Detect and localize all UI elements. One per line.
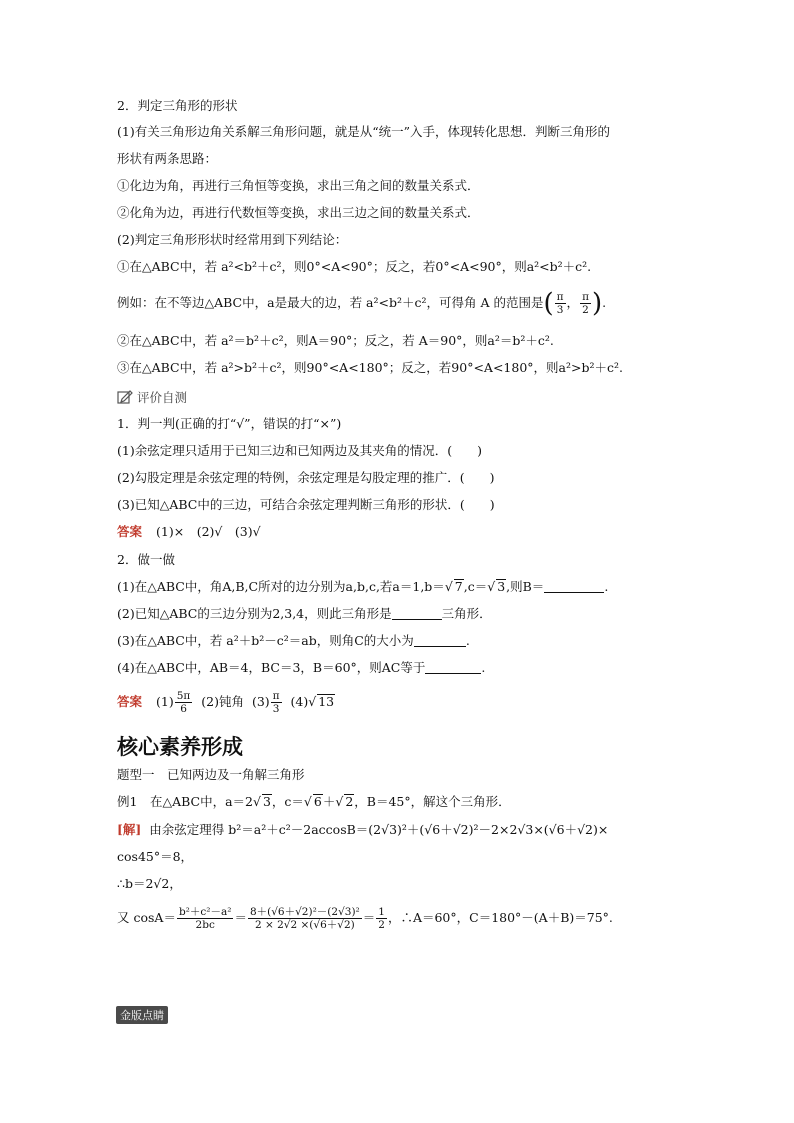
denominator: 3 [556,304,564,316]
numerator: π [556,291,564,303]
sqrt-sign [445,579,453,594]
answer-blank[interactable] [544,580,604,593]
denominator: 6 [180,703,187,715]
answer-text: (1)× (2)√ (3)√ [156,524,261,539]
conclusion-1: ①在△ABC中，若 a²<b²＋c²，则0°<A<90°；反之，若0°<A<90°，则a²<b²＋c². [117,259,592,274]
denominator: 2 × 2√2 ×(√6＋√2) [254,919,355,931]
answer-label: 答案 [117,694,143,709]
numerator: 8＋(√6＋√2)²－(2√3)² [249,906,360,918]
numerator: π [582,291,589,303]
text: ，∴A＝60°，C＝180°－(A＋B)＝75°. [387,910,613,925]
sqrt-sign [253,794,261,809]
text: (2)钝角 [201,694,244,709]
answer-blank[interactable] [392,607,442,620]
denominator: 3 [272,703,280,715]
answer-label: 答案 [117,524,143,539]
text: (1) [156,694,174,709]
radicand: 3 [497,579,506,594]
question-item: (3)已知△ABC中的三边，可结合余弦定理判断三角形的形状．( ) [117,497,495,512]
question-item: (1)余弦定理只适用于已知三边和已知两边及其夹角的情况．( ) [117,443,482,458]
sqrt-sign [335,794,343,809]
fraction [271,690,282,715]
pen-icon [117,389,133,405]
example-line: 例如：在不等边△ABC中，a是最大的边，若 a²<b²＋c²，可得角 A 的范围是( $\frac{\pi}{3}$ ， $\frac{\pi}{2}$ ). [117,288,607,319]
text: (2)已知△ABC的三边分别为2,3,4，则此三角形是 [117,606,392,621]
denominator: 2 [378,919,385,931]
text: 由余弦定理得 b²＝a²＋c²－2accosB＝(2√3)²＋(√6＋√2)²－2×2√3×(√6＋√2)× [149,822,609,837]
solution-label: [解] [117,822,142,837]
text: 三角形． [441,606,492,621]
answer-line [117,524,261,540]
numerator: 1 [378,906,385,918]
text: (4) [290,694,309,709]
answer-blank[interactable] [414,634,466,647]
fraction [580,291,591,316]
text: . [604,579,609,594]
fraction [376,906,387,931]
text: . [465,633,470,648]
text: (3) [251,694,270,709]
text: (4)在△ABC中，AB＝4，BC＝3，B＝60°，则AC等于 [117,660,426,675]
denominator: 2bc [195,919,215,931]
problem-type: 题型一 已知两边及一角解三角形 [117,767,305,782]
example-text: 例如：在不等边△ABC中，a是最大的边，若 a²<b²＋c²，可得角 A 的范围是 [117,295,544,310]
answer-line [117,690,335,715]
question-item [117,579,608,595]
solution-line [117,822,608,838]
text: (1)在△ABC中，角A,B,C所对的边分别为a,b,c,若a＝1,b＝ [117,579,445,594]
paren-open: ( [543,288,554,319]
fraction [175,690,193,715]
sqrt-sign [487,579,495,594]
text: (3)在△ABC中，若 a²＋b²－c²＝ab，则角C的大小为 [117,633,414,648]
question-item [117,660,485,676]
solution-line: ∴b＝2√2， [117,876,182,891]
radicand: 3 [262,794,271,809]
conclusion-2: ②在△ABC中，若 a²＝b²＋c²，则A＝90°；反之，若 A＝90°，则a²＝b²＋c². [117,333,554,348]
paragraph: ②化角为边，再进行代数恒等变换，求出三边之间的数量关系式． [117,205,480,220]
section-heading: 核心素养形成 [117,735,243,759]
solution-line: 又 cosA＝ $\frac{\text{b²＋c²－a²}}{2bc}$ ＝ $\frac{\text{8＋(√6＋√2)²－(2√3)²}}{2 \times 2√2 \times(√6+√2)}$ ＝ $\frac{1}{2}$ ，∴A＝60°，C＝180°－(A＋B)＝75°. [117,906,613,931]
radicand: 7 [454,579,463,594]
question-item [117,633,470,649]
question-item: (2)勾股定理是余弦定理的特例，余弦定理是勾股定理的推广．( ) [117,470,495,485]
text: ＋ [322,794,336,809]
paragraph: 形状有两条思路： [117,151,218,166]
paragraph: (1)有关三角形边角关系解三角形问题，就是从“统一”入手，体现转化思想．判断三角形的 [117,124,610,139]
paren-close: ) [591,288,603,319]
text: . [481,660,486,675]
radicand: 2 [345,794,354,809]
tip-badge: 金版点睛 [116,1006,168,1024]
answer-blank[interactable] [425,661,481,674]
question-item [117,606,492,622]
sqrt-sign [304,794,312,809]
radicand: 13 [318,694,335,709]
paragraph: ①化边为角，再进行三角恒等变换，求出三角之间的数量关系式． [117,178,480,193]
numerator: π [272,690,280,702]
section-title: 2．判定三角形的形状 [117,98,238,113]
text: 例1 在△ABC中，a＝2 [117,794,253,809]
solution-line: cos45°＝8， [117,849,194,864]
text: ,c＝ [463,579,488,594]
sqrt-sign [308,694,316,709]
fraction [248,906,362,931]
numerator: 5π [176,690,191,702]
text: 又 cosA＝ [117,910,176,925]
text: ，c＝ [271,794,304,809]
paragraph: (2)判定三角形形状时经常用到下列结论： [117,232,348,247]
eval-header [117,388,187,406]
question-title: 1．判一判(正确的打“√”，错误的打“×”) [117,416,342,431]
text: ，B＝45°，解这个三角形． [354,794,511,809]
fraction [555,291,566,316]
fraction [177,906,234,931]
question-title: 2．做一做 [117,552,175,567]
numerator: b²＋c²－a² [178,906,232,918]
denominator: 2 [582,304,589,316]
conclusion-3: ③在△ABC中，若 a²>b²＋c²，则90°<A<180°；反之，若90°<A<180°，则a²>b²＋c². [117,360,623,375]
example-1 [117,794,511,810]
eval-title: 评价自测 [137,390,188,405]
text: ,则B＝ [506,579,545,594]
radicand: 6 [313,794,322,809]
